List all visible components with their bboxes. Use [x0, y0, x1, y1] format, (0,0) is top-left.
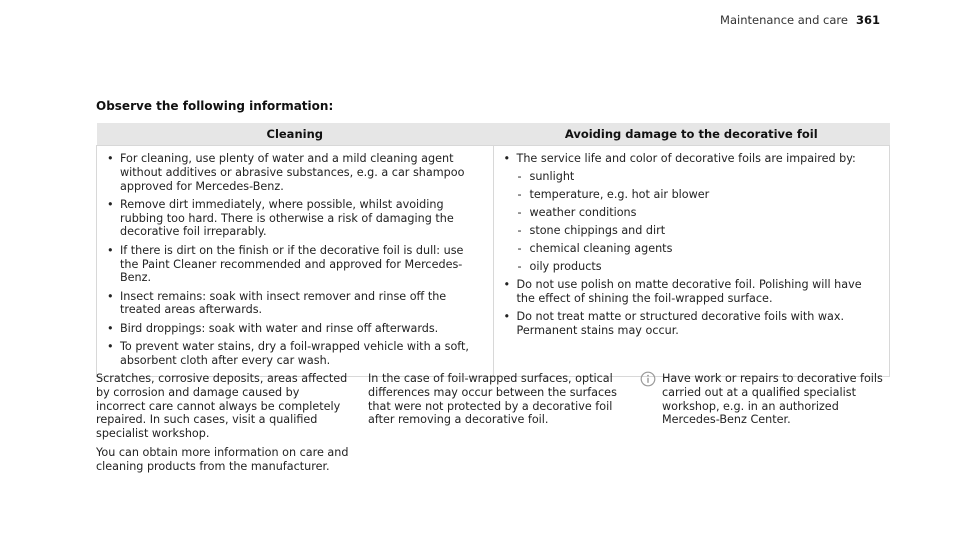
damage-list [504, 152, 880, 338]
factor-item: - stone chippings and dirt [517, 224, 880, 238]
cleaning-list [107, 152, 483, 368]
body-column-3 [640, 372, 895, 427]
damage-cell [493, 146, 890, 377]
list-item [504, 152, 880, 274]
note-text: Have work or repairs to decorative foils carried out at a qualified specialist workshop, e.g. in an authorized Mercedes-Benz Center. [662, 372, 883, 427]
column-header-cleaning: Cleaning [97, 123, 494, 146]
list-item: • Do not use polish on matte decorative foil. Polishing will have the effect of shining the foil-wrapped surface. [504, 278, 880, 306]
body-column-1 [96, 372, 351, 479]
intro-heading: Observe the following information: [96, 99, 334, 113]
page-number: 361 [855, 13, 880, 27]
factor-item: - sunlight [517, 170, 880, 184]
paragraph: In the case of foil-wrapped surfaces, optical differences may occur between the surfaces that were not protected by a decorative foil after removing a decorative foil. [368, 372, 617, 427]
factor-item: - weather conditions [517, 206, 880, 220]
list-item: • To prevent water stains, dry a foil-wrapped vehicle with a soft, absorbent cloth after every car wash. [107, 340, 483, 368]
impairment-lead: The service life and color of decorative foils are impaired by: [516, 152, 856, 165]
page-header [720, 13, 880, 27]
factor-list [517, 170, 880, 274]
section-title: Maintenance and care [720, 13, 848, 27]
list-item: • Do not treat matte or structured decorative foils with wax. Permanent stains may occur. [504, 310, 880, 338]
care-table [96, 123, 890, 377]
column-header-damage: Avoiding damage to the decorative foil [493, 123, 890, 146]
factor-item: - temperature, e.g. hot air blower [517, 188, 880, 202]
list-item: • Remove dirt immediately, where possible, whilst avoiding rubbing too hard. There is otherwise a risk of damaging the decorative foil irreparably. [107, 198, 483, 239]
factor-item: - chemical cleaning agents [517, 242, 880, 256]
list-item: • Bird droppings: soak with water and rinse off afterwards. [107, 322, 483, 336]
list-item: • If there is dirt on the finish or if the decorative foil is dull: use the Paint Cleaner recommended and approved for Mercedes-Benz. [107, 244, 483, 285]
factor-item: - oily products [517, 260, 880, 274]
list-item: • For cleaning, use plenty of water and a mild cleaning agent without additives or abrasive substances, e.g. a car shampoo approved for Mercedes-Benz. [107, 152, 483, 193]
list-item: • Insect remains: soak with insect remover and rinse off the treated areas afterwards. [107, 290, 483, 318]
paragraph: You can obtain more information on care and cleaning products from the manufacturer. [96, 445, 349, 473]
cleaning-cell [97, 146, 494, 377]
paragraph: Scratches, corrosive deposits, areas affected by corrosion and damage caused by incorrect care cannot always be completely repaired. In such cases, visit a qualified specialist workshop. [96, 372, 348, 441]
info-icon [640, 371, 656, 387]
body-column-2 [368, 372, 623, 432]
info-note [640, 372, 895, 427]
